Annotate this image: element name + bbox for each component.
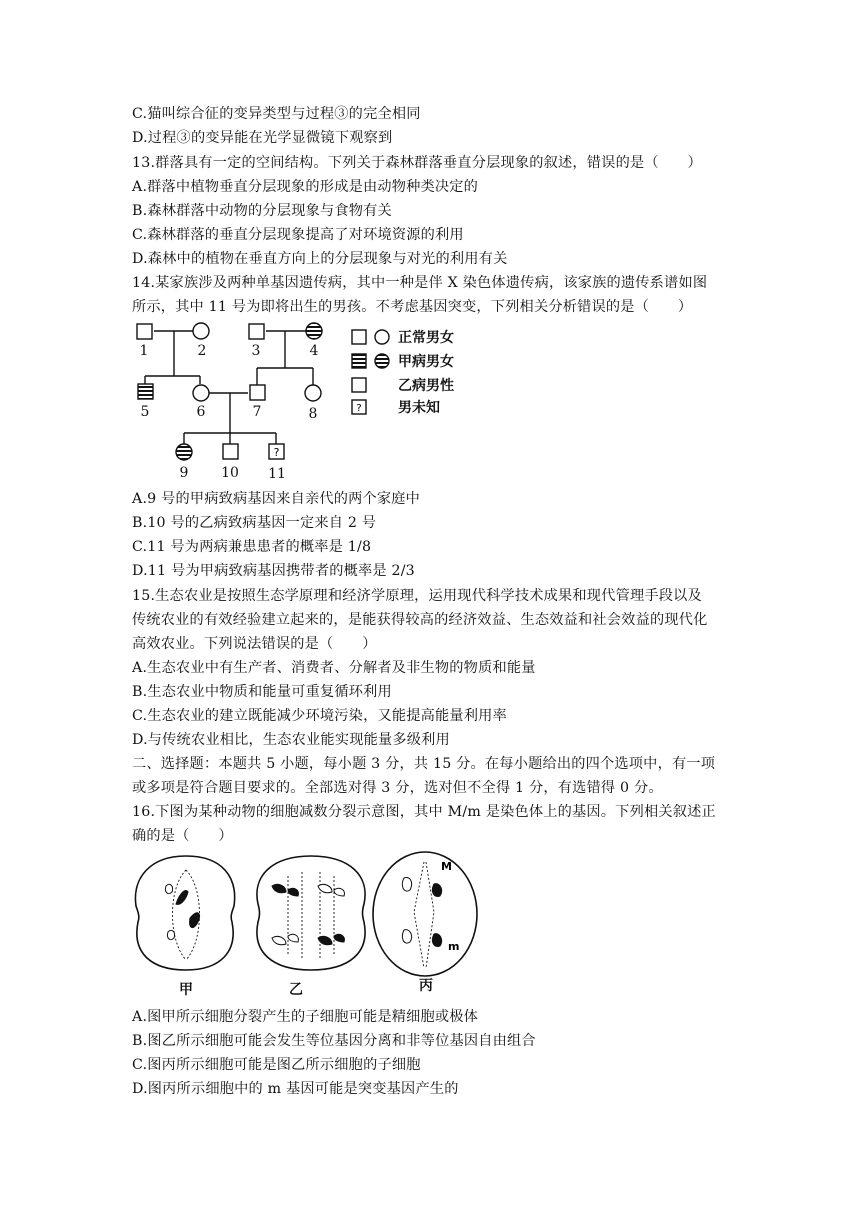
legend-disease-a: 甲病男女: [398, 354, 454, 370]
cell-label-jia: 甲: [179, 982, 193, 998]
cell-label-yi: 乙: [289, 982, 303, 998]
option-13-b: B.森林群落中动物的分层现象与食物有关: [132, 203, 392, 219]
option-13-a: A.群落中植物垂直分层现象的形成是由动物种类决定的: [132, 179, 479, 195]
question-13-stem: 13.群落具有一定的空间结构。下列关于森林群落垂直分层现象的叙述，错误的是（ ）: [132, 155, 702, 171]
question-15-stem-cont: 高效农业。下列说法错误的是（ ）: [132, 636, 377, 652]
option-13-d: D.森林中的植物在垂直方向上的分层现象与对光的利用有关: [132, 251, 508, 267]
member-label: 4: [309, 343, 319, 359]
question-15-stem: 15.生态农业是按照生态学原理和经济学原理，运用现代科学技术成果和现代管理手段以及: [132, 588, 702, 604]
pedigree-member-9: [176, 444, 192, 460]
section-2-instructions-cont: 或多项是符合题目要求的。全部选对得 3 分，选对但不全得 1 分，有选错得 0 分。: [132, 780, 663, 796]
member-label: 9: [179, 465, 189, 481]
option-15-c: C.生态农业的建立既能减少环境污染，又能提高能量利用率: [132, 708, 507, 724]
question-16-stem-cont: 确的是（ ）: [132, 828, 233, 844]
pedigree-chart: [130, 318, 470, 488]
legend-disease-b: 乙病男性: [398, 378, 454, 394]
text-line: C.猫叫综合征的变异类型与过程③的完全相同: [132, 106, 421, 122]
member-label: 11: [268, 466, 286, 482]
member-label: 1: [139, 343, 149, 359]
question-14-stem-cont: 所示，其中 11 号为即将出生的男孩。不考虑基因突变，下列相关分析错误的是（ ）: [132, 299, 693, 315]
member-label: 6: [196, 404, 206, 420]
option-16-d: D.图丙所示细胞中的 m 基因可能是突变基因产生的: [132, 1081, 459, 1097]
legend-unknown: 男未知: [398, 400, 440, 416]
member-label: 10: [221, 465, 239, 481]
option-16-c: C.图丙所示细胞可能是图乙所示细胞的子细胞: [132, 1057, 421, 1073]
svg-text:?: ?: [356, 403, 362, 414]
unknown-mark: ?: [273, 446, 280, 459]
question-15-stem-cont: 传统农业的有效经验建立起来的，是能获得较高的经济效益、生态效益和社会效益的现代化: [132, 612, 708, 628]
pedigree-member-1: [137, 324, 152, 339]
option-14-d: D.11 号为甲病致病基因携带者的概率是 2/3: [132, 563, 415, 579]
text-line: D.过程③的变异能在光学显微镜下观察到: [132, 130, 393, 146]
gene-label-upper: M: [441, 860, 452, 873]
legend-normal: 正常男女: [398, 330, 454, 346]
pedigree-member-10: [223, 444, 238, 459]
member-label: 8: [308, 406, 318, 422]
member-label: 7: [252, 404, 262, 420]
pedigree-member-4: [306, 323, 322, 339]
option-14-b: B.10 号的乙病致病基因一定来自 2 号: [132, 515, 377, 531]
section-2-instructions: 二、选择题：本题共 5 小题，每小题 3 分，共 15 分。在每小题给出的四个选项中，有一项: [132, 756, 716, 772]
pedigree-member-7: [250, 385, 265, 400]
option-15-d: D.与传统农业相比，生态农业能实现能量多级利用: [132, 732, 450, 748]
cell-label-bing: 丙: [419, 978, 433, 994]
option-14-c: C.11 号为两病兼患患者的概率是 1/8: [132, 539, 372, 555]
option-15-b: B.生态农业中物质和能量可重复循环利用: [132, 684, 392, 700]
member-label: 2: [197, 343, 207, 359]
meiosis-figure: [128, 848, 488, 1000]
pedigree-member-2: [193, 323, 209, 339]
option-16-a: A.图甲所示细胞分裂产生的子细胞可能是精细胞或极体: [132, 1009, 479, 1025]
option-13-c: C.森林群落的垂直分层现象提高了对环境资源的利用: [132, 227, 464, 243]
pedigree-member-6: [193, 385, 209, 401]
option-14-a: A.9 号的甲病致病基因来自亲代的两个家庭中: [132, 491, 421, 507]
question-16-stem: 16.下图为某种动物的细胞减数分裂示意图，其中 M/m 是染色体上的基因。下列相关叙述正: [132, 804, 716, 820]
pedigree-member-8: [305, 385, 321, 401]
question-14-stem: 14.某家族涉及两种单基因遗传病，其中一种是伴 X 染色体遗传病，该家族的遗传系谱如图: [132, 275, 708, 291]
member-label: 5: [140, 404, 150, 420]
gene-label-lower: m: [448, 940, 460, 953]
pedigree-member-5: [138, 384, 153, 399]
option-16-b: B.图乙所示细胞可能会发生等位基因分离和非等位基因自由组合: [132, 1033, 536, 1049]
member-label: 3: [251, 343, 261, 359]
option-15-a: A.生态农业中有生产者、消费者、分解者及非生物的物质和能量: [132, 660, 536, 676]
pedigree-member-3: [249, 324, 264, 339]
